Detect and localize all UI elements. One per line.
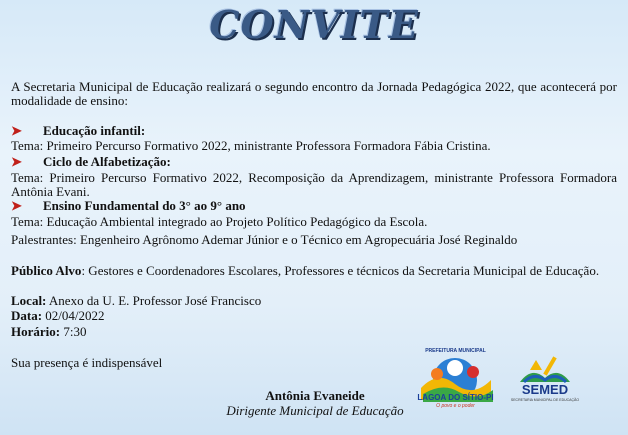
arrow-bullet-icon: ➤ (11, 154, 22, 169)
intro-paragraph: A Secretaria Municipal de Educação realizará o segundo encontro da Jornada Pedagógica 2022, que acontecerá por modalidade de ensino: (11, 79, 617, 108)
arrow-bullet-icon: ➤ (11, 123, 22, 138)
section-line-alfabetizacao: Tema: Primeiro Percurso Formativo 2022, Recomposição da Aprendizagem, ministrante Professora Formadora Antônia Evani. (11, 170, 617, 199)
section-line-infantil: Tema: Primeiro Percurso Formativo 2022, ministrante Professora Formadora Fábia Cristina. (11, 138, 491, 153)
logo-name-text: LAGOA DO SÍTIO-PI (417, 393, 494, 402)
publico-value: : Gestores e Coordenadores Escolares, Professores e técnicos da Secretaria Municipal de Educação. (81, 263, 600, 278)
horario-label: Horário: (11, 324, 61, 339)
horario-value: 7:30 (60, 324, 87, 339)
signature-name: Antônia Evaneide (265, 388, 365, 403)
local-label: Local: (11, 293, 47, 308)
data-label: Data: (11, 308, 43, 323)
prefeitura-logo (413, 350, 498, 412)
horario-line (11, 325, 617, 339)
semed-sub-text: SECRETARIA MUNICIPAL DE EDUCAÇÃO (510, 398, 580, 402)
logo-slogan-text: O povo e o poder (436, 403, 475, 409)
section-heading-fundamental: ➤ Ensino Fundamental do 3° ao 9° ano (11, 198, 246, 213)
section-line-fundamental-tema: Tema: Educação Ambiental integrado ao Projeto Político Pedagógico da Escola. (11, 214, 428, 229)
logo-top-text: PREFEITURA MUNICIPAL (425, 348, 486, 354)
data-value: 02/04/2022 (42, 308, 105, 323)
data-line (11, 309, 617, 323)
publico-label: Público Alvo (11, 263, 82, 278)
closing-text: Sua presença é indispensável (11, 355, 163, 370)
local-value: Anexo da U. E. Professor José Francisco (46, 293, 262, 308)
semed-logo (510, 352, 580, 412)
semed-text: SEMED (521, 382, 569, 397)
section-heading-infantil: ➤ Educação infantil: (11, 123, 146, 138)
signature-role: Dirigente Municipal de Educação (226, 403, 404, 418)
local-line (11, 294, 617, 308)
section-line-fundamental-palestrantes: Palestrantes: Engenheiro Agrônomo Ademar Júnior e o Técnico em Agropecuária José Reginaldo (11, 232, 518, 247)
section-heading-alfabetizacao: ➤ Ciclo de Alfabetização: (11, 154, 171, 169)
arrow-bullet-icon: ➤ (11, 198, 22, 213)
page-title: CONVITE (209, 2, 419, 47)
publico-alvo (11, 264, 617, 278)
